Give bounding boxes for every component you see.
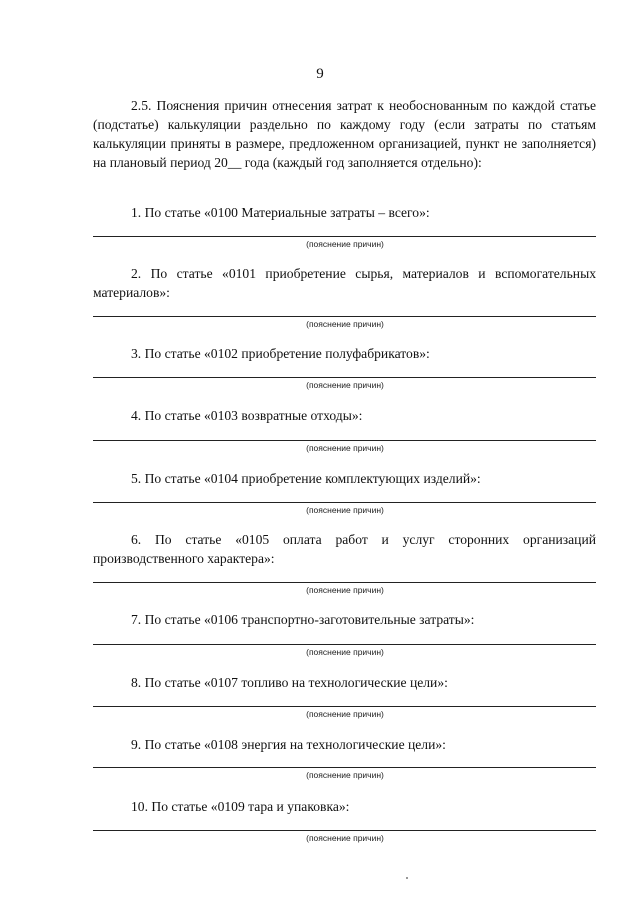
- item-8-text: 8. По статье «0107 топливо на технологические цели»:: [131, 675, 448, 690]
- item-7-answer-line[interactable]: [93, 644, 596, 645]
- item-4-caption: (пояснение причин): [306, 443, 384, 453]
- item-3-caption: (пояснение причин): [306, 380, 384, 390]
- item-5-caption: (пояснение причин): [306, 505, 384, 515]
- item-2-answer-line[interactable]: [93, 316, 596, 317]
- item-5-answer-line[interactable]: [93, 502, 596, 503]
- item-9-answer-line[interactable]: [93, 767, 596, 768]
- item-2-text: 2. По статье «0101 приобретение сырья, материалов и вспомогательных материалов»:: [93, 266, 596, 300]
- intro-paragraph: 2.5. Пояснения причин отнесения затрат к необоснованным по каждой статье (подстатье) калькуляции раздельно по каждому году (если затраты по статьям калькуляции приняты в размере, предложенном организацией, пункт не заполняется) на плановый период 20__ года (каждый год заполняется отдельно):: [93, 98, 596, 170]
- item-7-caption: (пояснение причин): [306, 647, 384, 657]
- item-6-caption: (пояснение причин): [306, 585, 384, 595]
- item-6-text: 6. По статье «0105 оплата работ и услуг сторонних организаций производственного характера»:: [93, 532, 596, 566]
- item-2-caption: (пояснение причин): [306, 319, 384, 329]
- item-4-text: 4. По статье «0103 возвратные отходы»:: [131, 408, 363, 423]
- item-8-answer-line[interactable]: [93, 706, 596, 707]
- item-6-answer-line[interactable]: [93, 582, 596, 583]
- item-10-caption: (пояснение причин): [306, 833, 384, 843]
- item-3-answer-line[interactable]: [93, 377, 596, 378]
- item-10-text: 10. По статье «0109 тара и упаковка»:: [131, 799, 350, 814]
- scan-speck: [406, 877, 408, 879]
- item-8-caption: (пояснение причин): [306, 709, 384, 719]
- page-number: 9: [316, 66, 324, 82]
- item-5-text: 5. По статье «0104 приобретение комплектующих изделий»:: [131, 471, 481, 486]
- item-9-text: 9. По статье «0108 энергия на технологические цели»:: [131, 737, 446, 752]
- item-1-text: 1. По статье «0100 Материальные затраты – всего»:: [131, 205, 430, 220]
- item-3-text: 3. По статье «0102 приобретение полуфабрикатов»:: [131, 346, 430, 361]
- item-7-text: 7. По статье «0106 транспортно-заготовительные затраты»:: [131, 612, 475, 627]
- item-9-caption: (пояснение причин): [306, 770, 384, 780]
- item-10-answer-line[interactable]: [93, 830, 596, 831]
- item-4-answer-line[interactable]: [93, 440, 596, 441]
- item-1-caption: (пояснение причин): [306, 239, 384, 249]
- item-1-answer-line[interactable]: [93, 236, 596, 237]
